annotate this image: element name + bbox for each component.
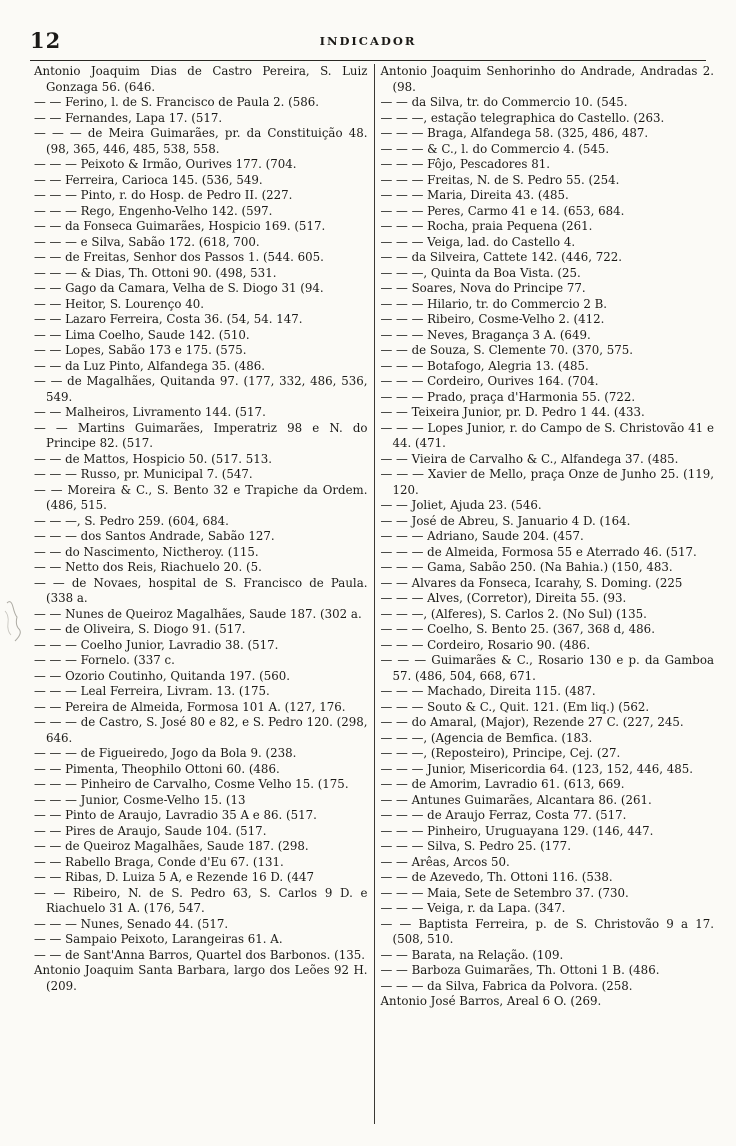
header-rule — [30, 60, 706, 61]
directory-entry: — — Ferreira, Carioca 145. (536, 549. — [34, 172, 263, 187]
directory-entry: — — da Silva, tr. do Commercio 10. (545. — [380, 95, 628, 109]
directory-entry: Antonio Joaquim Santa Barbara, largo dos Leões 92 H. (209. — [34, 963, 368, 993]
directory-entry: — — — Peres, Carmo 41 e 14. (653, 684. — [380, 203, 625, 218]
directory-entry: — — —, (Reposteiro), Principe, Cej. (27. — [380, 746, 621, 760]
directory-entry: — — de Amorim, Lavradio 61. (613, 669. — [380, 777, 625, 791]
directory-entry: — — Ozorio Coutinho, Quitanda 197. (560. — [34, 668, 291, 683]
directory-entry: — — Soares, Nova do Principe 77. — [380, 281, 586, 295]
directory-entry: — — — Pinheiro, Uruguayana 129. (146, 447. — [380, 823, 654, 838]
directory-entry: — — —, (Alferes), S. Carlos 2. (No Sul) (135. — [380, 606, 647, 621]
directory-columns — [34, 64, 714, 1124]
directory-entry: — — — Pinheiro de Carvalho, Cosme Velho 15. (175. — [34, 777, 349, 791]
directory-entry: — — — Silva, S. Pedro 25. (177. — [380, 839, 571, 853]
directory-entry: — — — Veiga, r. da Lapa. (347. — [380, 901, 566, 915]
page-header — [30, 26, 706, 56]
directory-entry: — — Pereira de Almeida, Formosa 101 A. (127, 176. — [34, 699, 346, 714]
directory-entry: — — — de Castro, S. José 80 e 82, e S. Pedro 120. (298, 646. — [34, 715, 368, 745]
directory-entry: — — —, estação telegraphica do Castello. (263. — [380, 110, 665, 125]
directory-entry: — — Moreira & C., S. Bento 32 e Trapiche da Ordem. (486, 515. — [34, 482, 368, 512]
directory-entry: — — Pires de Araujo, Saude 104. (517. — [34, 823, 267, 838]
directory-entry: — — — & Dias, Th. Ottoni 90. (498, 531. — [34, 265, 277, 280]
directory-entry: — — de Queiroz Magalhães, Saude 187. (298. — [34, 839, 309, 853]
directory-entry: — — — Russo, pr. Municipal 7. (547. — [34, 467, 253, 481]
directory-entry: — — —, Quinta da Boa Vista. (25. — [380, 265, 581, 280]
directory-entry: — — — Veiga, lad. do Castello 4. — [380, 234, 576, 249]
directory-entry: — — —, S. Pedro 259. (604, 684. — [34, 513, 229, 528]
page-number: 12 — [30, 28, 62, 53]
directory-entry: — — de Souza, S. Clemente 70. (370, 575. — [380, 343, 633, 357]
directory-entry: — — — Souto & C., Quit. 121. (Em liq.) (562. — [380, 699, 650, 714]
directory-entry: — — — de Araujo Ferraz, Costa 77. (517. — [380, 808, 627, 822]
directory-entry: — — — Lopes Junior, r. do Campo de S. Christovão 41 e 44. (471. — [380, 420, 714, 450]
directory-entry: — — de Magalhães, Quitanda 97. (177, 332, 486, 536, 549. — [34, 374, 368, 404]
directory-entry: — — de Novaes, hospital de S. Francisco de Paula. (338 a. — [34, 575, 368, 605]
right-column — [374, 64, 715, 1124]
directory-entry: Antonio Joaquim Dias de Castro Pereira, S. Luiz Gonzaga 56. (646. — [34, 64, 368, 94]
directory-entry: — — — Braga, Alfandega 58. (325, 486, 487. — [380, 126, 649, 140]
directory-entry: — — Pimenta, Theophilo Ottoni 60. (486. — [34, 761, 280, 776]
directory-entry: — — — Rego, Engenho-Velho 142. (597. — [34, 203, 273, 218]
directory-entry: — — de Azevedo, Th. Ottoni 116. (538. — [380, 870, 613, 884]
directory-entry: — — — Adriano, Saude 204. (457. — [380, 529, 584, 543]
directory-entry: — — Pinto de Araujo, Lavradio 35 A e 86. (517. — [34, 808, 317, 822]
directory-entry: — — — e Silva, Sabão 172. (618, 700. — [34, 234, 260, 249]
directory-entry: — — Barata, na Relação. (109. — [380, 947, 564, 962]
directory-entry: — — — Prado, praça d'Harmonia 55. (722. — [380, 389, 636, 404]
directory-entry: — — — dos Santos Andrade, Sabão 127. — [34, 529, 275, 543]
directory-entry: — — — Nunes, Senado 44. (517. — [34, 916, 229, 931]
directory-entry: — — — Freitas, N. de S. Pedro 55. (254. — [380, 172, 620, 187]
directory-entry: — — da Fonseca Guimarães, Hospicio 169. (517. — [34, 219, 326, 233]
directory-entry: — — do Nascimento, Nictheroy. (115. — [34, 544, 259, 559]
directory-entry: — — — Fôjo, Pescadores 81. — [380, 157, 550, 171]
directory-entry: — — — Junior, Misericordia 64. (123, 152, 446, 485. — [380, 761, 693, 776]
margin-stamp-mark — [3, 595, 25, 645]
directory-entry: — — — de Figueiredo, Jogo da Bola 9. (238. — [34, 746, 297, 760]
directory-entry: — — Gago da Camara, Velha de S. Diogo 31 (94. — [34, 281, 324, 295]
directory-entry: — — Netto dos Reis, Riachuelo 20. (5. — [34, 560, 262, 574]
directory-entry: — — — de Almeida, Formosa 55 e Aterrado 46. (517. — [380, 544, 697, 559]
directory-entry: — — — Xavier de Mello, praça Onze de Junho 25. (119, 120. — [380, 467, 714, 497]
directory-entry: — — da Luz Pinto, Alfandega 35. (486. — [34, 358, 266, 373]
directory-entry: — — — Maria, Direita 43. (485. — [380, 188, 569, 202]
directory-entry: — — Fernandes, Lapa 17. (517. — [34, 110, 223, 125]
directory-entry: — — do Amaral, (Major), Rezende 27 C. (227, 245. — [380, 715, 684, 729]
directory-entry: — — Heitor, S. Lourenço 40. — [34, 296, 204, 311]
directory-entry: — — Baptista Ferreira, p. de S. Christovão 9 a 17. (508, 510. — [380, 916, 714, 946]
directory-entry: — — — Maia, Sete de Setembro 37. (730. — [380, 885, 629, 900]
left-column — [34, 64, 374, 1124]
directory-entry: — — — Alves, (Corretor), Direita 55. (93. — [380, 591, 627, 605]
directory-entry: — — — de Meira Guimarães, pr. da Constituição 48. (98, 365, 446, 485, 538, 558. — [34, 126, 368, 156]
directory-entry: — — —, (Agencia de Bemfica. (183. — [380, 730, 593, 745]
directory-entry: — — Ribeiro, N. de S. Pedro 63, S. Carlos 9 D. e Riachuelo 31 A. (176, 547. — [34, 885, 368, 915]
directory-entry: — — Vieira de Carvalho & C., Alfandega 37. (485. — [380, 451, 679, 466]
directory-entry: Antonio Joaquim Senhorinho do Andrade, Andradas 2. (98. — [380, 64, 714, 94]
directory-entry: — — — Leal Ferreira, Livram. 13. (175. — [34, 684, 270, 698]
directory-entry: — — Nunes de Queiroz Magalhães, Saude 187. (302 a. — [34, 606, 362, 621]
directory-entry: Antonio José Barros, Areal 6 O. (269. — [380, 994, 602, 1008]
directory-entry: — — — da Silva, Fabrica da Polvora. (258. — [380, 978, 633, 993]
directory-entry: — — — Neves, Bragança 3 A. (649. — [380, 327, 591, 342]
directory-entry: — — — Gama, Sabão 250. (Na Bahia.) (150, 483. — [380, 560, 673, 574]
directory-entry: — — — Ribeiro, Cosme-Velho 2. (412. — [380, 312, 605, 326]
directory-entry: — — — Machado, Direita 115. (487. — [380, 684, 596, 698]
directory-entry: — — — Cordeiro, Rosario 90. (486. — [380, 637, 591, 652]
directory-entry: — — — Hilario, tr. do Commercio 2 B. — [380, 296, 608, 311]
directory-entry: — — Lopes, Sabão 173 e 175. (575. — [34, 343, 247, 357]
directory-entry: — — de Sant'Anna Barros, Quartel dos Barbonos. (135. — [34, 947, 365, 962]
directory-entry: — — — Junior, Cosme-Velho 15. (13 — [34, 792, 246, 807]
directory-entry: — — Rabello Braga, Conde d'Eu 67. (131. — [34, 854, 284, 869]
directory-entry: — — — Coelho Junior, Lavradio 38. (517. — [34, 637, 279, 652]
directory-entry: — — — Rocha, praia Pequena (261. — [380, 219, 593, 233]
directory-entry: — — — Botafogo, Alegria 13. (485. — [380, 358, 589, 373]
directory-entry: — — — & C., l. do Commercio 4. (545. — [380, 141, 610, 156]
directory-entry: — — — Pinto, r. do Hosp. de Pedro II. (227. — [34, 188, 293, 202]
running-title: INDICADOR — [319, 34, 417, 48]
directory-entry: — — Malheiros, Livramento 144. (517. — [34, 405, 266, 419]
directory-entry: — — Antunes Guimarães, Alcantara 86. (261. — [380, 792, 652, 807]
directory-entry: — — — Coelho, S. Bento 25. (367, 368 d, 486. — [380, 622, 655, 636]
directory-entry: — — Martins Guimarães, Imperatriz 98 e N. do Principe 82. (517. — [34, 420, 368, 450]
directory-entry: — — — Cordeiro, Ourives 164. (704. — [380, 374, 599, 388]
directory-entry: — — de Oliveira, S. Diogo 91. (517. — [34, 622, 246, 636]
directory-entry: — — — Fornelo. (337 c. — [34, 653, 175, 667]
directory-entry: — — de Mattos, Hospicio 50. (517. 513. — [34, 451, 273, 466]
directory-entry: — — Alvares da Fonseca, Icarahy, S. Doming. (225 — [380, 575, 683, 590]
directory-entry: — — — Guimarães & C., Rosario 130 e p. da Gamboa 57. (486, 504, 668, 671. — [380, 653, 714, 683]
directory-entry: — — Teixeira Junior, pr. D. Pedro 1 44. (433. — [380, 405, 645, 419]
directory-entry: — — Lazaro Ferreira, Costa 36. (54, 54. 147. — [34, 312, 303, 326]
directory-entry: — — Lima Coelho, Saude 142. (510. — [34, 327, 250, 342]
directory-entry: — — da Silveira, Cattete 142. (446, 722. — [380, 250, 623, 264]
directory-entry: — — Ribas, D. Luiza 5 A, e Rezende 16 D. (447 — [34, 870, 314, 884]
directory-entry: — — Barboza Guimarães, Th. Ottoni 1 B. (486. — [380, 963, 660, 977]
directory-entry: — — Arêas, Arcos 50. — [380, 854, 510, 869]
directory-entry: — — de Freitas, Senhor dos Passos 1. (544. 605. — [34, 250, 324, 264]
directory-entry: — — José de Abreu, S. Januario 4 D. (164. — [380, 513, 631, 528]
directory-entry: — — Ferino, l. de S. Francisco de Paula 2. (586. — [34, 95, 320, 109]
directory-entry: — — Joliet, Ajuda 23. (546. — [380, 498, 542, 512]
directory-entry: — — Sampaio Peixoto, Larangeiras 61. A. — [34, 932, 283, 946]
directory-entry: — — — Peixoto & Irmão, Ourives 177. (704. — [34, 157, 297, 171]
